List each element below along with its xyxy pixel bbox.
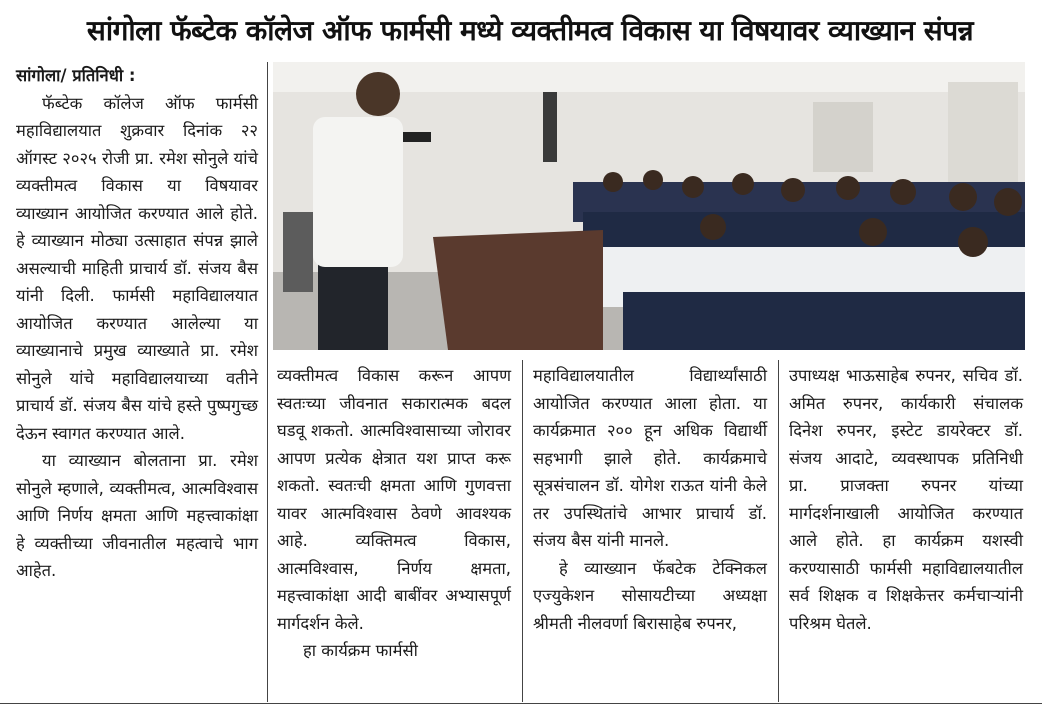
dateline: सांगोला/ प्रतिनिधी : (16, 66, 136, 85)
photo-podium (433, 230, 603, 350)
paragraph: फॅब्टेक कॉलेज ऑफ फार्मसी महाविद्यालयात शुक्रवार दिनांक २२ ऑगस्ट २०२५ रोजी प्रा. रमेश सोनुले यांचे व्यक्तीमत्व विकास या विषयावर व्याख्यान आयोजित करण्यात आले होते. हे व्याख्यान मोठ्या उत्साहात संपन्न झाले असल्याची माहिती प्राचार्य डॉ. संजय बैस यांनी दिली. फार्मसी महाविद्यालयात आयोजित करण्यात आलेल्या या व्याख्यानाचे प्रमुख व्याख्याते प्रा. रमेश सोनुले यांचे महाविद्यालयाच्या वतीने प्राचार्य डॉ. संजय बैस यांचे हस्ते पुष्पगुच्छ देऊन स्वागत करण्यात आले. (16, 93, 258, 443)
bottom-rule (0, 703, 1042, 704)
photo-audience (573, 170, 1025, 350)
column-rule (267, 62, 268, 702)
article-column-1 (16, 62, 258, 585)
photo-chair (283, 212, 313, 292)
article-column-4 (789, 362, 1023, 637)
paragraph: उपाध्यक्ष भाऊसाहेब रुपनर, सचिव डॉ. अमित रुपनर, कार्यकारी संचालक दिनेश रुपनर, इस्टेट डायरेक्टर डॉ. संजय आदाटे, व्यवस्थापक प्रतिनिधी प्रा. प्राजक्ता रुपनर यांच्या मार्गदर्शनाखाली आयोजित करण्यात आले होते. हा कार्यक्रम यशस्वी करण्यासाठी फार्मसी महाविद्यालयातील सर्व शिक्षक व शिक्षकेत्तर कर्मचाऱ्यांनी परिश्रम घेतले. (789, 366, 1023, 633)
paragraph: हा कार्यक्रम फार्मसी (303, 641, 418, 660)
article-column-2 (277, 362, 511, 665)
paragraph: या व्याख्यान बोलताना प्रा. रमेश सोनुले म्हणाले, व्यक्तीमत्व, आत्मविश्वास आणि निर्णय क्षमता आणि महत्त्वाकांक्षा हे व्यक्तीच्या जीवनातील महत्वाचे भाग आहेत. (16, 451, 258, 580)
column-rule (778, 360, 779, 702)
event-photo (273, 62, 1025, 350)
lecture-hall-photo (273, 62, 1025, 350)
column-rule (522, 360, 523, 702)
article-column-3 (533, 362, 767, 637)
paragraph: व्यक्तीमत्व विकास करून आपण स्वतःच्या जीवनात सकारात्मक बदल घडवू शकतो. आत्मविश्वासाच्या जोरावर आपण प्रत्येक क्षेत्रात यश प्राप्त करू शकतो. स्वतःची क्षमता आणि गुणवत्ता यावर आत्मविश्वास ठेवणे आवश्यक आहे. व्यक्तिमत्व विकास, आत्मविश्वास, निर्णय क्षमता, महत्त्वाकांक्षा आदी बाबींवर अभ्यासपूर्ण मार्गदर्शन केले. (277, 366, 511, 633)
paragraph: महाविद्यालयातील विद्यार्थ्यांसाठी आयोजित करण्यात आला होता. या कार्यक्रमात २०० हून अधिक विद्यार्थी सहभागी झाले होते. कार्यक्रमाचे सूत्रसंचालन डॉ. योगेश राऊत यांनी केले तर उपस्थितांचे आभार प्राचार्य डॉ. संजय बैस यांनी मानले. (533, 366, 767, 550)
paragraph: हे व्याख्यान फॅबटेक टेक्निकल एज्युकेशन सोसायटीच्या अध्यक्षा श्रीमती नीलवर्णा बिरासाहेब रुपनर, (533, 558, 767, 633)
photo-wall-panel (543, 92, 557, 162)
photo-window (813, 102, 873, 172)
headline: सांगोला फॅब्टेक कॉलेज ऑफ फार्मसी मध्ये व्यक्तीमत्व विकास या विषयावर व्याख्यान संपन्न (86, 14, 974, 47)
